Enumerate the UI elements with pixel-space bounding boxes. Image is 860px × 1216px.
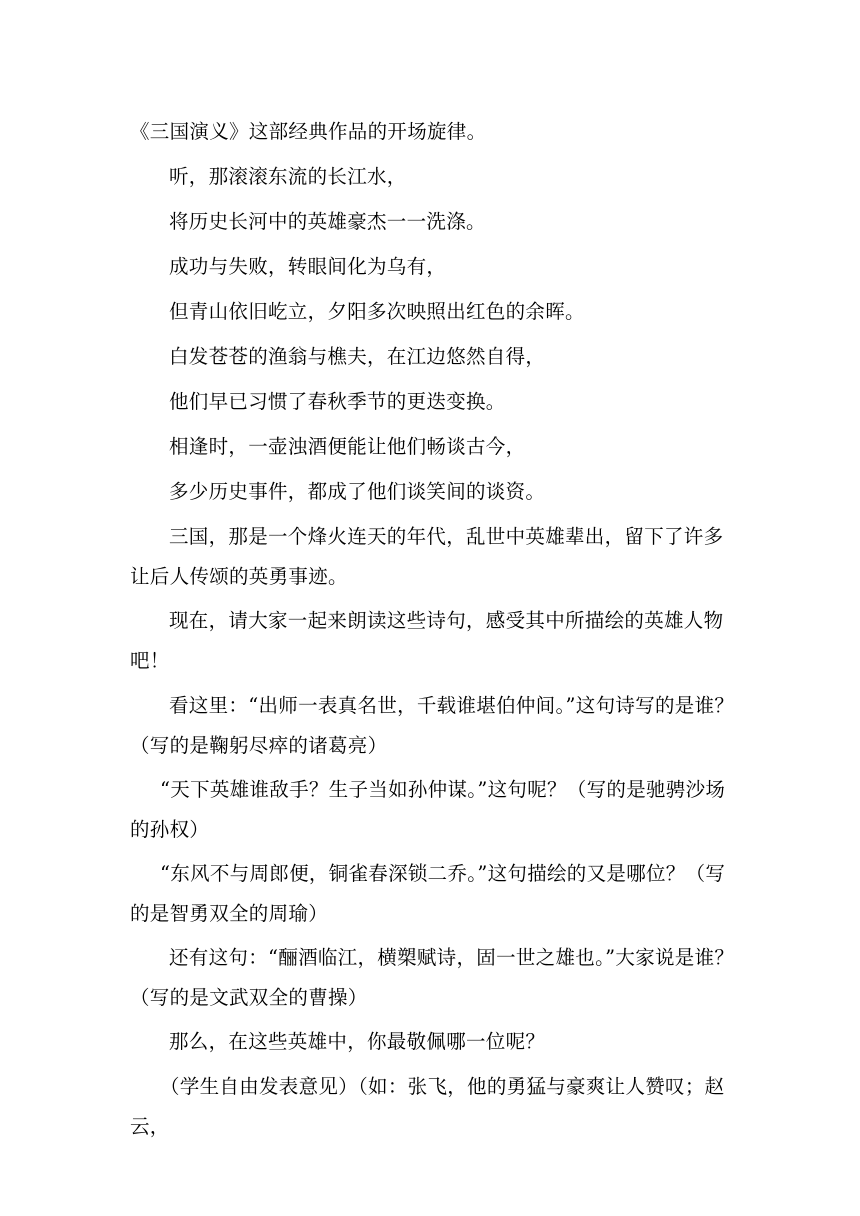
paragraph-read-aloud: 现在，请大家一起来朗读这些诗句，感受其中所描绘的英雄人物吧！ — [130, 609, 724, 672]
paragraph-verse-8: 多少历史事件，都成了他们谈笑间的谈资。 — [169, 480, 546, 503]
paragraph-question: 那么，在这些英雄中，你最敬佩哪一位呢？ — [169, 1030, 546, 1053]
paragraph-verse-2: 将历史长河中的英雄豪杰一一洗涤。 — [169, 210, 486, 233]
paragraph-verse-1: 听，那滚滚东流的长江水， — [169, 165, 407, 188]
paragraph-zhuge-liang: 看这里：“出师一表真名世，千载谁堪伯仲间。”这句诗写的是谁？（写的是鞠躬尽瘁的诸葛亮） — [130, 694, 735, 757]
document-body — [130, 112, 735, 1152]
paragraph-sun-quan: “天下英雄谁敌手？生子当如孙仲谋。”这句呢？（写的是驰骋沙场的孙权） — [130, 778, 726, 841]
paragraph-verse-4: 但青山依旧屹立，夕阳多次映照出红色的余晖。 — [169, 300, 585, 323]
paragraph-three-kingdoms: 三国，那是一个烽火连天的年代，乱世中英雄辈出，留下了许多让后人传颂的英勇事迹。 — [130, 525, 724, 588]
paragraph-cao-cao: 还有这句：“酾酒临江，横槊赋诗，固一世之雄也。”大家说是谁？（写的是文武双全的曹操） — [130, 946, 735, 1009]
paragraph-opening-melody: 《三国演义》这部经典作品的开场旋律。 — [130, 120, 487, 143]
paragraph-student-opinion: （学生自由发表意见）（如：张飞，他的勇猛与豪爽让人赞叹；赵云， — [130, 1075, 725, 1138]
paragraph-verse-7: 相逢时，一壶浊酒便能让他们畅谈古今， — [169, 435, 526, 458]
paragraph-verse-6: 他们早已习惯了春秋季节的更迭变换。 — [169, 390, 506, 413]
paragraph-verse-5: 白发苍苍的渔翁与樵夫，在江边悠然自得， — [169, 345, 546, 368]
paragraph-verse-3: 成功与失败，转眼间化为乌有， — [169, 255, 447, 278]
paragraph-zhou-yu: “东风不与周郎便，铜雀春深锁二乔。”这句描绘的又是哪位？（写的是智勇双全的周瑜） — [130, 862, 726, 925]
